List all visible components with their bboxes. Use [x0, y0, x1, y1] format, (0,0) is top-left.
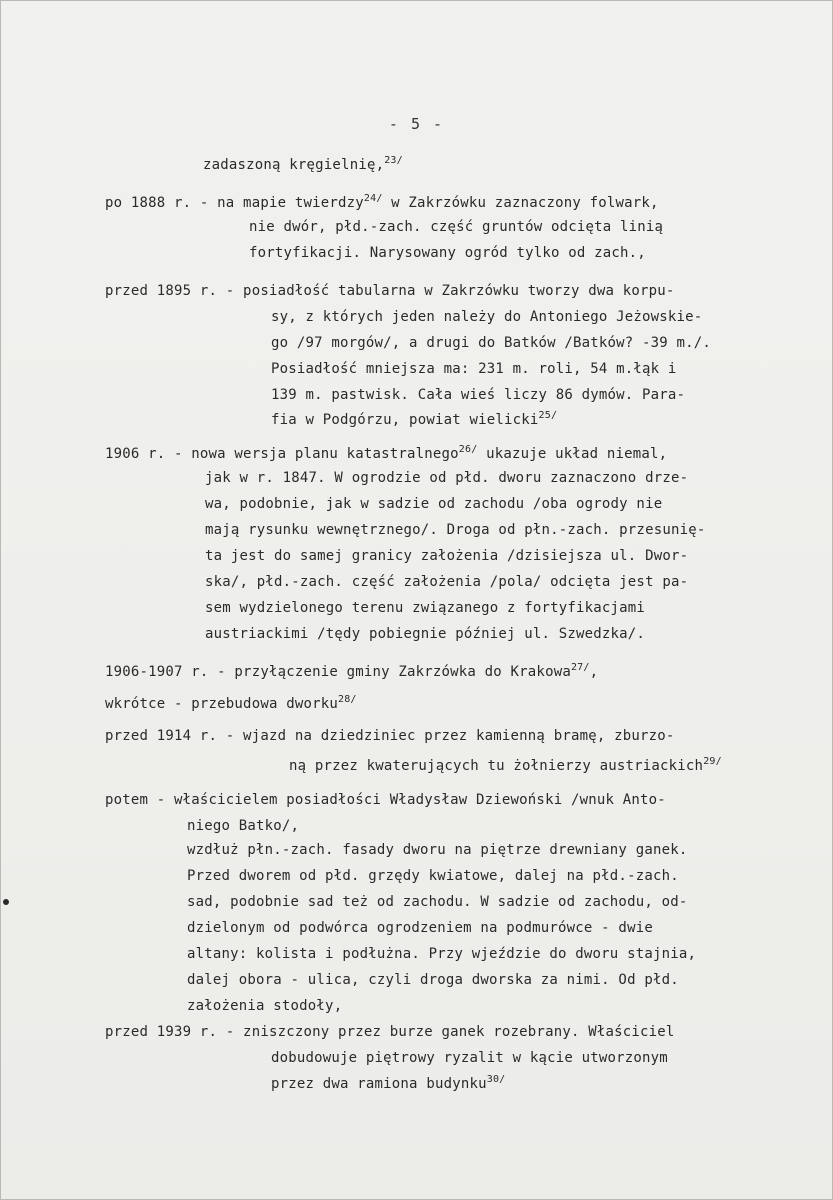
text-line: 139 m. pastwisk. Cała wieś liczy 86 dymów. Para-	[271, 387, 686, 403]
text-line: ska/, płd.-zach. część założenia /pola/ odcięta jest pa-	[205, 574, 689, 590]
text-line: założenia stodoły,	[187, 998, 343, 1014]
footnote-ref: 25/	[538, 410, 558, 421]
text-line: przed 1914 r. - wjazd na dziedziniec przez kamienną bramę, zburzo-	[105, 728, 675, 744]
punch-hole-mark	[3, 899, 9, 905]
text-line: wzdłuż płn.-zach. fasady dworu na piętrze drewniany ganek.	[187, 842, 688, 858]
text-line: altany: kolista i podłużna. Przy wjeździe do dworu stajnia,	[187, 946, 697, 962]
text-line: ną przez kwaterujących tu żołnierzy austriackich$^{29/}$	[289, 756, 722, 774]
text-line: wa, podobnie, jak w sadzie od zachodu /oba ogrody nie	[205, 496, 663, 512]
text-line: dobudowuje piętrowy ryzalit w kącie utworzonym	[271, 1050, 668, 1066]
text-line: 1906 r. - nowa wersja planu katastralnego$^{26/}$ ukazuje układ niemal,	[105, 444, 668, 462]
text-line: sy, z których jeden należy do Antoniego Jeżowskie-	[271, 309, 703, 325]
footnote-ref: 23/	[384, 155, 403, 166]
footnote-ref: 27/	[570, 662, 590, 673]
text-line: jak w r. 1847. W ogrodzie od płd. dworu zaznaczono drze-	[205, 470, 689, 486]
text-line: nie dwór, płd.-zach. część gruntów odcięta linią	[249, 219, 664, 235]
text-line: Posiadłość mniejsza ma: 231 m. roli, 54 m.łąk i	[271, 361, 677, 377]
footnote-ref: 24/	[363, 193, 383, 204]
footnote-ref: 28/	[337, 694, 357, 705]
text-line: wkrótce - przebudowa dworku$^{28/}$	[105, 694, 357, 712]
footnote-ref: 26/	[458, 444, 478, 455]
text-line: przed 1895 r. - posiadłość tabularna w Zakrzówku tworzy dwa korpu-	[105, 283, 675, 299]
footnote-ref: 30/	[486, 1074, 506, 1085]
text-line: go /97 morgów/, a drugi do Batków /Batków? -39 m./.	[271, 335, 712, 351]
text-line: zadaszoną kręgielnię,$^{23/}$	[203, 155, 403, 173]
text-line: potem - właścicielem posiadłości Władysław Dziewoński /wnuk Anto-	[105, 792, 666, 808]
text-line: niego Batko/,	[187, 818, 300, 834]
text-line: sad, podobnie sad też od zachodu. W sadzie od zachodu, od-	[187, 894, 688, 910]
footnote-ref: 29/	[703, 756, 722, 767]
text-line: ta jest do samej granicy założenia /dzisiejsza ul. Dwor-	[205, 548, 689, 564]
text-line: fia w Podgórzu, powiat wielicki$^{25/}$	[271, 410, 558, 428]
text-line: po 1888 r. - na mapie twierdzy$^{24/}$ w Zakrzówku zaznaczony folwark,	[105, 193, 659, 211]
text-line: dalej obora - ulica, czyli droga dworska za nimi. Od płd.	[187, 972, 679, 988]
text-line: przez dwa ramiona budynku$^{30/}$	[271, 1074, 506, 1092]
text-line: przed 1939 r. - zniszczony przez burze ganek rozebrany. Właściciel	[105, 1024, 675, 1040]
text-line: dzielonym od podwórca ogrodzeniem na podmurówce - dwie	[187, 920, 653, 936]
text-line: sem wydzielonego terenu związanego z fortyfikacjami	[205, 600, 646, 616]
text-line: mają rysunku wewnętrznego/. Droga od płn.-zach. przesunię-	[205, 522, 706, 538]
text-line: austriackimi /tędy pobiegnie później ul. Szwedzka/.	[205, 626, 646, 642]
page-number: - 5 -	[388, 115, 445, 133]
text-line: Przed dworem od płd. grzędy kwiatowe, dalej na płd.-zach.	[187, 868, 679, 884]
text-line: fortyfikacji. Narysowany ogród tylko od zach.,	[249, 245, 646, 261]
text-line: 1906-1907 r. - przyłączenie gminy Zakrzówka do Krakowa$^{27/}$,	[105, 662, 599, 680]
